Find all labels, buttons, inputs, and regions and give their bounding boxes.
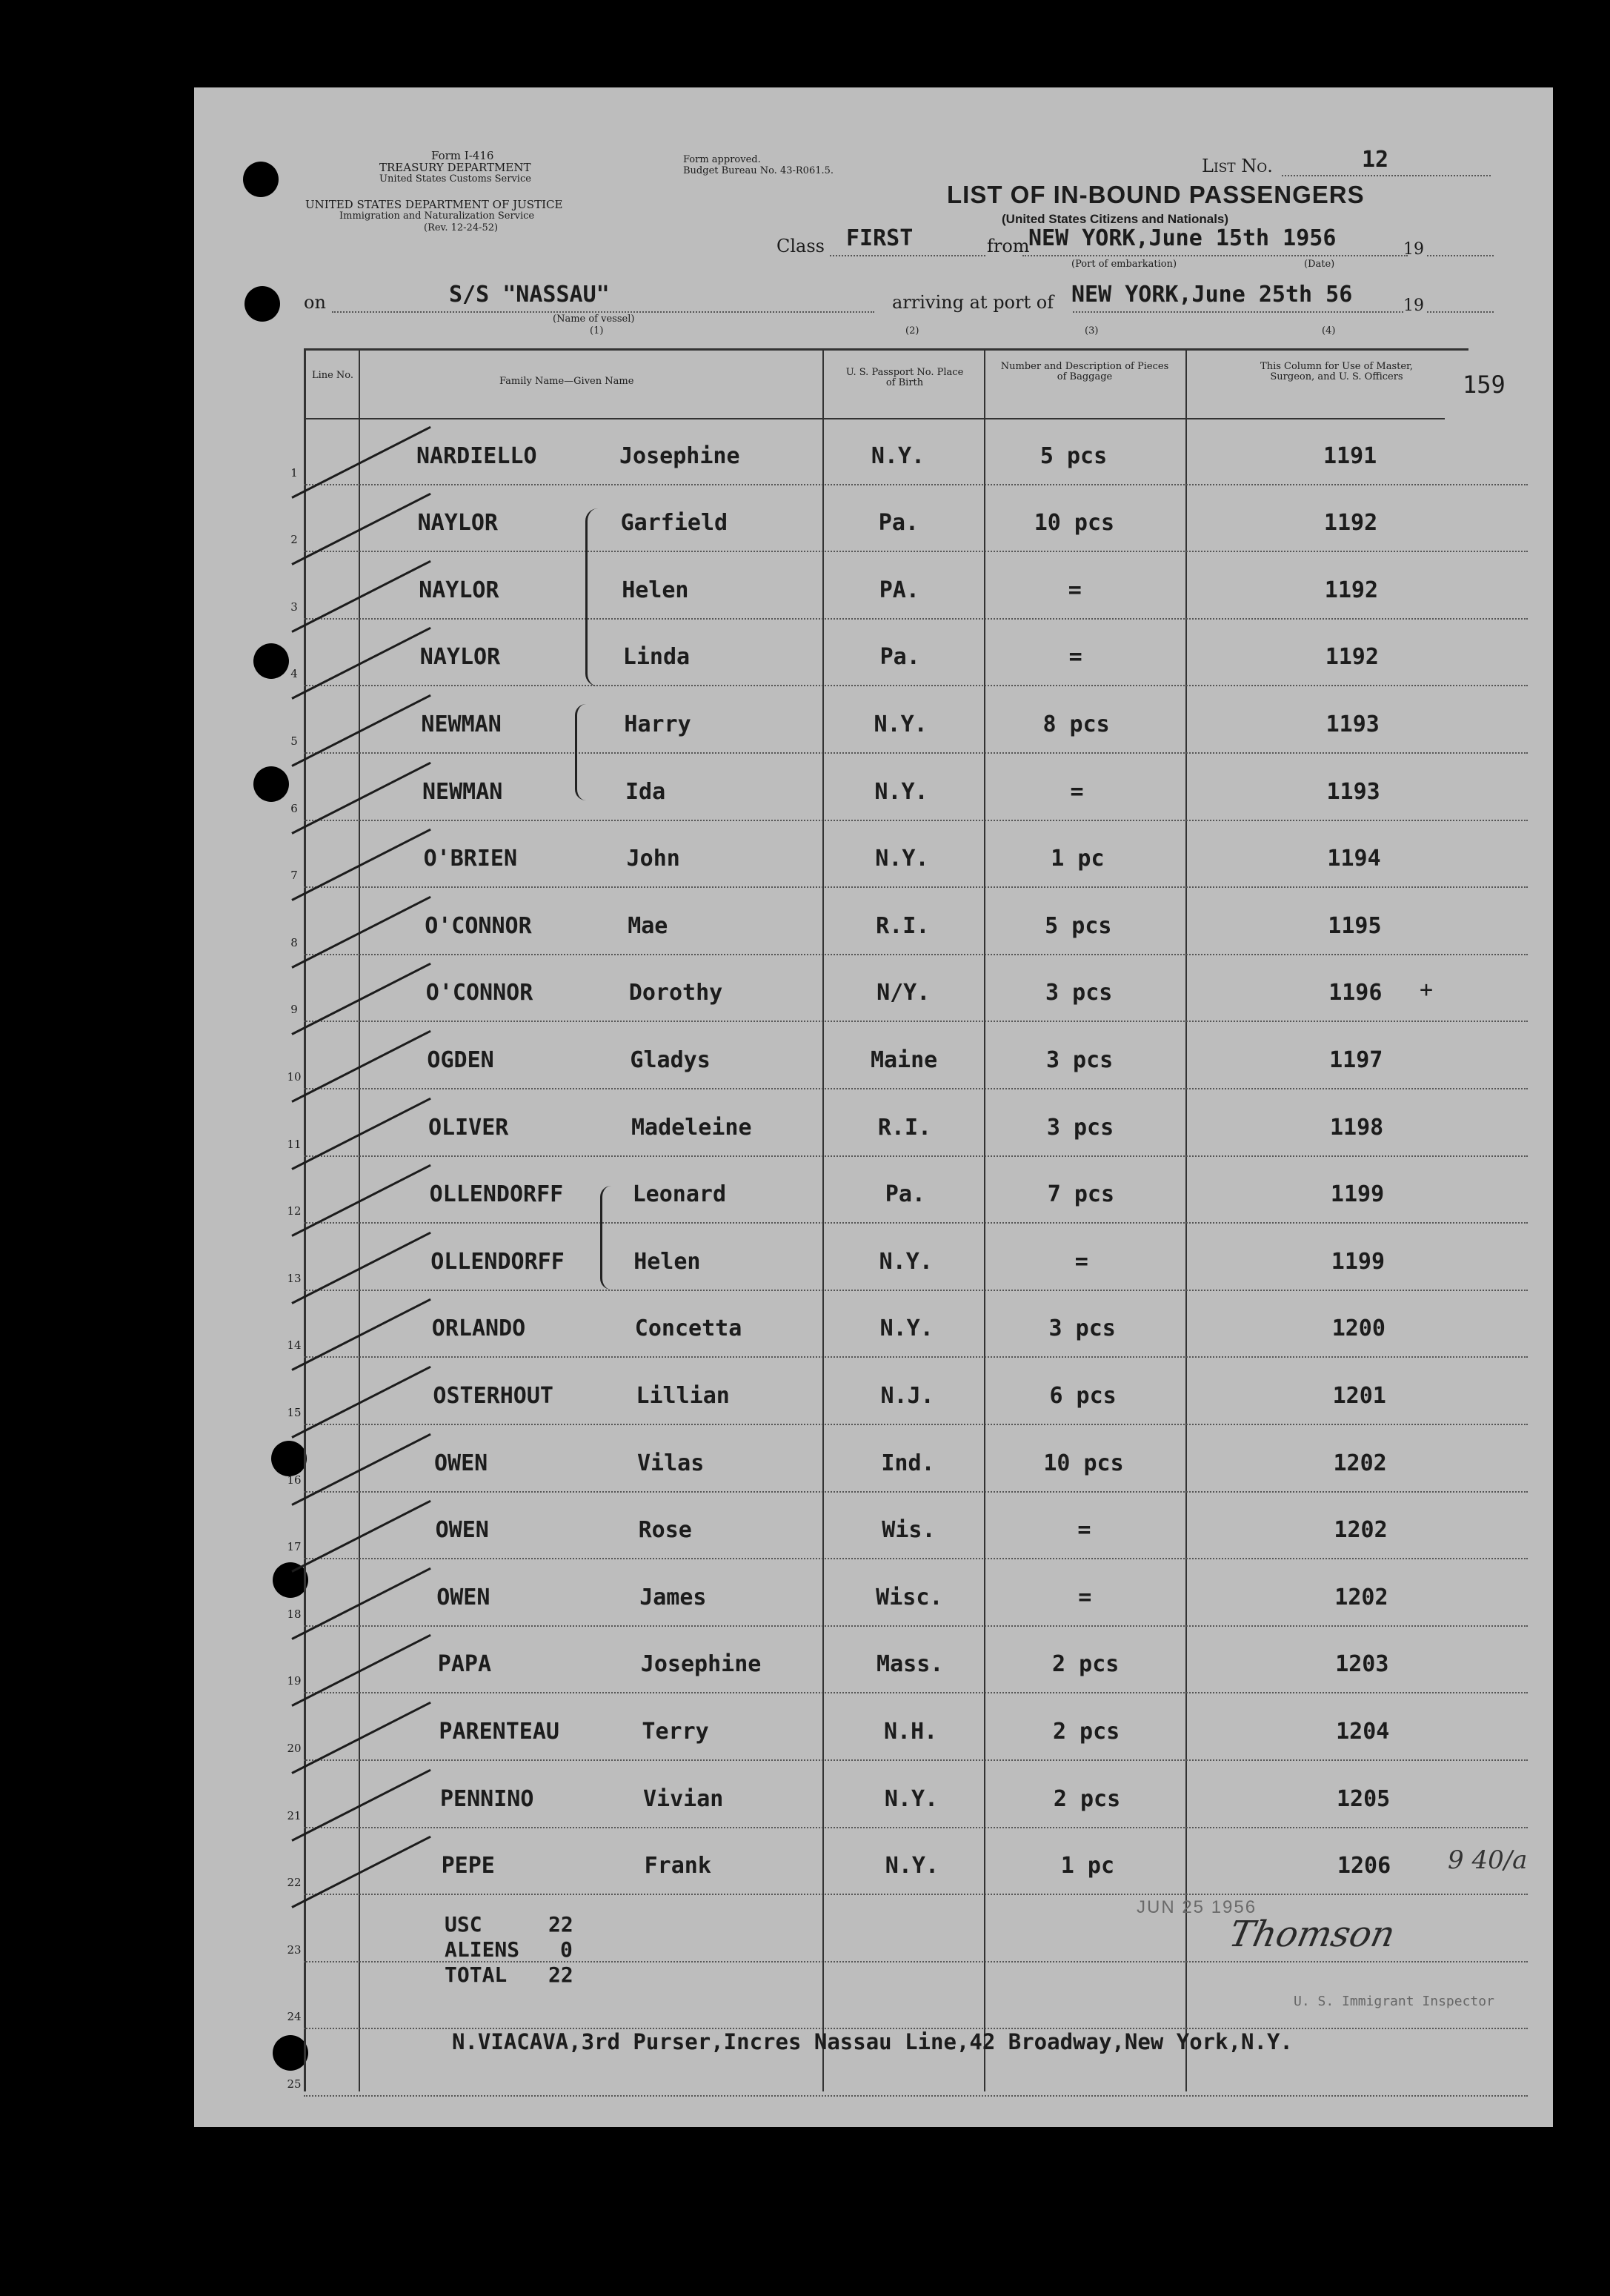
cell-baggage: =: [1070, 778, 1084, 805]
margin-note: 9 40/a: [1448, 1845, 1528, 1875]
line-number: 10: [287, 1069, 302, 1084]
ins-service: Immigration and Naturalization Service: [339, 210, 535, 222]
line-number: 8: [290, 935, 298, 949]
embark-caption: (Port of embarkation): [1071, 259, 1177, 270]
cell-family: O'CONNOR: [425, 912, 532, 939]
page-subtitle: (United States Citizens and Nationals): [1002, 212, 1229, 226]
aliens-label: ALIENS: [445, 1937, 520, 1962]
total-label: TOTAL: [445, 1962, 508, 1987]
usc-value: 22: [548, 1912, 573, 1937]
cell-baggage: =: [1078, 1584, 1092, 1610]
cell-baggage: =: [1077, 1517, 1091, 1544]
cell-given: Madeleine: [631, 1114, 752, 1141]
table-row: [194, 620, 1553, 687]
inspector-signature: Thomson: [1225, 1914, 1399, 1955]
cell-given: Josephine: [619, 442, 740, 469]
cell-family: PARENTEAU: [439, 1718, 559, 1745]
table-row: [194, 1693, 1553, 1761]
cell-given: James: [639, 1584, 707, 1610]
cell-baggage: 2 pcs: [1052, 1651, 1120, 1678]
cell-baggage: 6 pcs: [1049, 1382, 1117, 1409]
cell-given: Dorothy: [628, 980, 723, 1006]
line-number: 3: [290, 600, 298, 614]
cell-family: OGDEN: [427, 1046, 494, 1073]
header-passport: U. S. Passport No. Place of Birth: [845, 367, 964, 388]
cell-baggage: 5 pcs: [1039, 442, 1108, 469]
cell-baggage: 2 pcs: [1052, 1718, 1120, 1745]
cell-baggage: 3 pcs: [1045, 1046, 1114, 1073]
line-number: 12: [287, 1204, 302, 1218]
cell-num: 1192: [1323, 510, 1378, 537]
cell-birth: N.Y.: [879, 1315, 934, 1342]
cell-baggage: 1 pc: [1051, 846, 1105, 872]
from-label: from: [987, 236, 1030, 256]
purser-line: N.VIACAVA,3rd Purser,Incres Nassau Line,42 Broadway,New York,N.Y.: [452, 2029, 1293, 2054]
table-row: [194, 1425, 1553, 1493]
on-label: on: [304, 292, 326, 313]
cell-birth: Maine: [870, 1046, 938, 1073]
customs-service: United States Customs Service: [379, 173, 531, 185]
cell-birth: N.J.: [880, 1382, 934, 1409]
cell-baggage: 2 pcs: [1053, 1785, 1121, 1812]
cell-num: 1191: [1323, 442, 1377, 469]
cell-baggage: =: [1074, 1248, 1088, 1275]
cell-family: NARDIELLO: [416, 442, 537, 469]
cell-given: Rose: [638, 1517, 692, 1544]
cell-num: 1193: [1325, 711, 1380, 737]
line-number: 16: [287, 1473, 302, 1487]
arriving-label: arriving at port of: [892, 292, 1054, 313]
manifest-page: [194, 87, 1553, 2127]
table-row: [194, 686, 1553, 754]
table-row: [194, 1493, 1553, 1560]
line-number: 5: [290, 734, 298, 748]
budget-bureau: Budget Bureau No. 43-R061.5.: [683, 165, 834, 176]
cell-family: O'BRIEN: [423, 846, 518, 872]
cell-num: 1200: [1331, 1315, 1386, 1342]
form-number: Form I-416: [431, 149, 494, 162]
bracket-mark: [600, 1186, 611, 1290]
arrival-value: NEW YORK,June 25th 56: [1071, 282, 1353, 308]
table-row: [194, 754, 1553, 821]
line-number: 21: [287, 1808, 302, 1822]
cell-family: OSTERHOUT: [433, 1382, 553, 1409]
plus-mark: +: [1420, 977, 1434, 1003]
line-number: 25: [287, 2077, 302, 2091]
cell-birth: R.I.: [876, 912, 930, 939]
cell-family: OWEN: [435, 1517, 489, 1544]
table-row: [194, 1157, 1553, 1224]
cell-birth: N.Y.: [884, 1785, 939, 1812]
cell-num: 1198: [1330, 1114, 1384, 1141]
cell-given: Vilas: [637, 1450, 705, 1476]
cell-family: NEWMAN: [421, 711, 502, 737]
table-row: [194, 1828, 1553, 1896]
line-number: 6: [290, 801, 298, 815]
cell-family: NAYLOR: [419, 644, 501, 671]
punch-hole: [243, 162, 279, 197]
cell-given: Harry: [624, 711, 691, 737]
cell-num: 1193: [1326, 778, 1380, 805]
usc-label: USC: [445, 1912, 482, 1937]
line-number: 20: [287, 1741, 302, 1755]
cell-num: 1204: [1336, 1718, 1390, 1745]
header-baggage: Number and Description of Pieces of Baggage: [1000, 361, 1169, 382]
cell-num: 1202: [1334, 1584, 1388, 1610]
cell-given: Helen: [622, 577, 689, 603]
cell-num: 1199: [1331, 1248, 1386, 1275]
table-row: [194, 485, 1553, 553]
cell-birth: Pa.: [878, 510, 919, 537]
line-number: 13: [287, 1271, 302, 1285]
cell-num: 1196: [1328, 980, 1383, 1006]
cell-family: O'CONNOR: [425, 980, 533, 1006]
cell-family: OLIVER: [428, 1114, 509, 1141]
cell-birth: Pa.: [885, 1181, 925, 1208]
cell-given: Frank: [644, 1853, 711, 1879]
table-row: [194, 1627, 1553, 1694]
bracket-mark: [585, 508, 598, 686]
cell-birth: PA.: [879, 577, 919, 603]
cell-birth: Pa.: [879, 644, 920, 671]
vessel-caption: (Name of vessel): [553, 313, 635, 325]
cell-given: Helen: [633, 1248, 701, 1275]
cell-birth: N.Y.: [879, 1248, 933, 1275]
cell-baggage: =: [1068, 577, 1082, 603]
line-number: 11: [287, 1137, 302, 1151]
cell-baggage: 5 pcs: [1045, 912, 1112, 939]
treasury-dept: TREASURY DEPARTMENT: [379, 161, 531, 174]
line-number: 24: [287, 2010, 302, 2024]
header-line-no: Line No.: [311, 370, 354, 381]
class-label: Class: [776, 236, 825, 256]
table-row: [194, 1291, 1553, 1358]
arrival-stamp: JUN 25 1956: [1137, 1897, 1257, 1917]
cell-birth: Wisc.: [876, 1584, 943, 1610]
cell-baggage: =: [1068, 644, 1082, 671]
table-row: [194, 955, 1553, 1023]
cell-birth: N.Y.: [874, 711, 928, 737]
table-row: [194, 1089, 1553, 1157]
cell-baggage: 7 pcs: [1047, 1181, 1115, 1208]
list-no-label: List No.: [1202, 156, 1273, 176]
cell-baggage: 3 pcs: [1045, 980, 1113, 1006]
cell-given: Garfield: [620, 510, 728, 537]
table-row: [194, 888, 1553, 955]
table-row: [194, 1224, 1553, 1291]
list-no-value: 12: [1362, 147, 1389, 173]
cell-num: 1205: [1337, 1785, 1391, 1812]
date-caption: (Date): [1304, 259, 1335, 270]
col-caption-1: (1): [590, 325, 604, 336]
table-row: [194, 1559, 1553, 1627]
year-prefix-2: 19: [1403, 296, 1424, 315]
inspector-caption: U. S. Immigrant Inspector: [1294, 1994, 1494, 2009]
table-row: [194, 1761, 1553, 1828]
col-caption-3: (3): [1085, 325, 1099, 336]
year-prefix: 19: [1403, 240, 1424, 259]
cell-family: NAYLOR: [419, 577, 499, 603]
class-value: FIRST: [846, 225, 914, 251]
line-number: 19: [287, 1674, 302, 1688]
line-number: 7: [290, 869, 298, 883]
cell-given: Lillian: [636, 1382, 730, 1409]
cell-given: Mae: [628, 912, 668, 939]
cell-birth: N.Y.: [874, 778, 928, 805]
cell-birth: N/Y.: [876, 980, 931, 1006]
table-row: [194, 552, 1553, 620]
cell-family: NEWMAN: [422, 778, 503, 805]
cell-family: PENNINO: [440, 1785, 534, 1812]
cell-given: Concetta: [634, 1315, 742, 1342]
cell-given: Ida: [625, 778, 666, 805]
cell-birth: R.I.: [877, 1114, 932, 1141]
line-number: 9: [290, 1003, 298, 1017]
cell-birth: Mass.: [876, 1651, 944, 1678]
page-number: 159: [1463, 371, 1506, 399]
aliens-value: 0: [560, 1937, 573, 1962]
cell-family: OWEN: [436, 1584, 490, 1610]
page-title: LIST OF IN-BOUND PASSENGERS: [947, 181, 1365, 208]
cell-baggage: 10 pcs: [1034, 510, 1115, 537]
cell-num: 1192: [1325, 644, 1379, 671]
cell-birth: Wis.: [882, 1517, 936, 1544]
cell-family: OWEN: [434, 1450, 488, 1476]
line-number: 18: [287, 1607, 302, 1621]
cell-num: 1194: [1327, 846, 1381, 872]
line-number: 14: [287, 1338, 302, 1353]
table-row: [194, 821, 1553, 889]
line-number: 1: [290, 465, 298, 480]
cell-baggage: 1 pc: [1060, 1853, 1115, 1879]
cell-num: 1202: [1333, 1450, 1387, 1476]
cell-baggage: 10 pcs: [1043, 1450, 1124, 1476]
line-number: 17: [287, 1540, 302, 1554]
cell-num: 1199: [1330, 1181, 1385, 1208]
table-row: [194, 1022, 1553, 1089]
cell-given: John: [626, 846, 680, 872]
cell-family: ORLANDO: [431, 1315, 526, 1342]
from-value: NEW YORK,June 15th 1956: [1028, 225, 1337, 251]
cell-family: OLLENDORFF: [430, 1248, 565, 1275]
total-value: 22: [548, 1962, 573, 1987]
header-officers: This Column for Use of Master, Surgeon, and U. S. Officers: [1260, 361, 1413, 382]
cell-family: NAYLOR: [417, 510, 498, 537]
cell-family: PEPE: [441, 1853, 495, 1879]
cell-birth: Ind.: [881, 1450, 935, 1476]
justice-dept: UNITED STATES DEPARTMENT OF JUSTICE: [305, 198, 563, 211]
cell-given: Josephine: [640, 1651, 762, 1678]
bracket-mark: [575, 704, 586, 800]
line-number: 15: [287, 1405, 302, 1419]
cell-birth: N.Y.: [875, 846, 929, 872]
cell-given: Terry: [642, 1718, 709, 1745]
form-approved: Form approved.: [683, 154, 761, 165]
revision: (Rev. 12-24-52): [424, 222, 499, 233]
table-row: [194, 418, 1553, 485]
cell-num: 1206: [1337, 1853, 1391, 1879]
cell-num: 1201: [1332, 1382, 1386, 1409]
vessel-name: S/S "NASSAU": [449, 282, 610, 308]
col-caption-4: (4): [1322, 325, 1336, 336]
cell-num: 1197: [1329, 1046, 1383, 1073]
line-number: 23: [287, 1942, 302, 1957]
cell-given: Leonard: [632, 1181, 727, 1208]
line-number: 2: [290, 533, 298, 547]
row-rule: [304, 2095, 1528, 2097]
cell-family: OLLENDORFF: [429, 1181, 564, 1208]
cell-num: 1203: [1335, 1651, 1389, 1678]
cell-baggage: 8 pcs: [1042, 711, 1110, 737]
cell-birth: N.Y.: [885, 1853, 939, 1879]
cell-num: 1192: [1324, 577, 1379, 603]
punch-hole: [245, 286, 280, 322]
col-caption-2: (2): [905, 325, 919, 336]
line-number: 22: [287, 1876, 302, 1890]
cell-baggage: 3 pcs: [1048, 1315, 1116, 1342]
cell-family: PAPA: [437, 1651, 492, 1678]
cell-birth: N.Y.: [871, 442, 925, 469]
cell-num: 1195: [1328, 912, 1382, 939]
header-name: Family Name—Given Name: [499, 376, 634, 387]
table-row: [194, 1358, 1553, 1425]
cell-given: Gladys: [630, 1046, 711, 1073]
cell-given: Vivian: [643, 1785, 724, 1812]
cell-given: Linda: [622, 644, 691, 671]
cell-baggage: 3 pcs: [1046, 1114, 1114, 1141]
cell-birth: N.H.: [883, 1718, 938, 1745]
cell-num: 1202: [1334, 1517, 1388, 1544]
line-number: 4: [290, 667, 298, 681]
